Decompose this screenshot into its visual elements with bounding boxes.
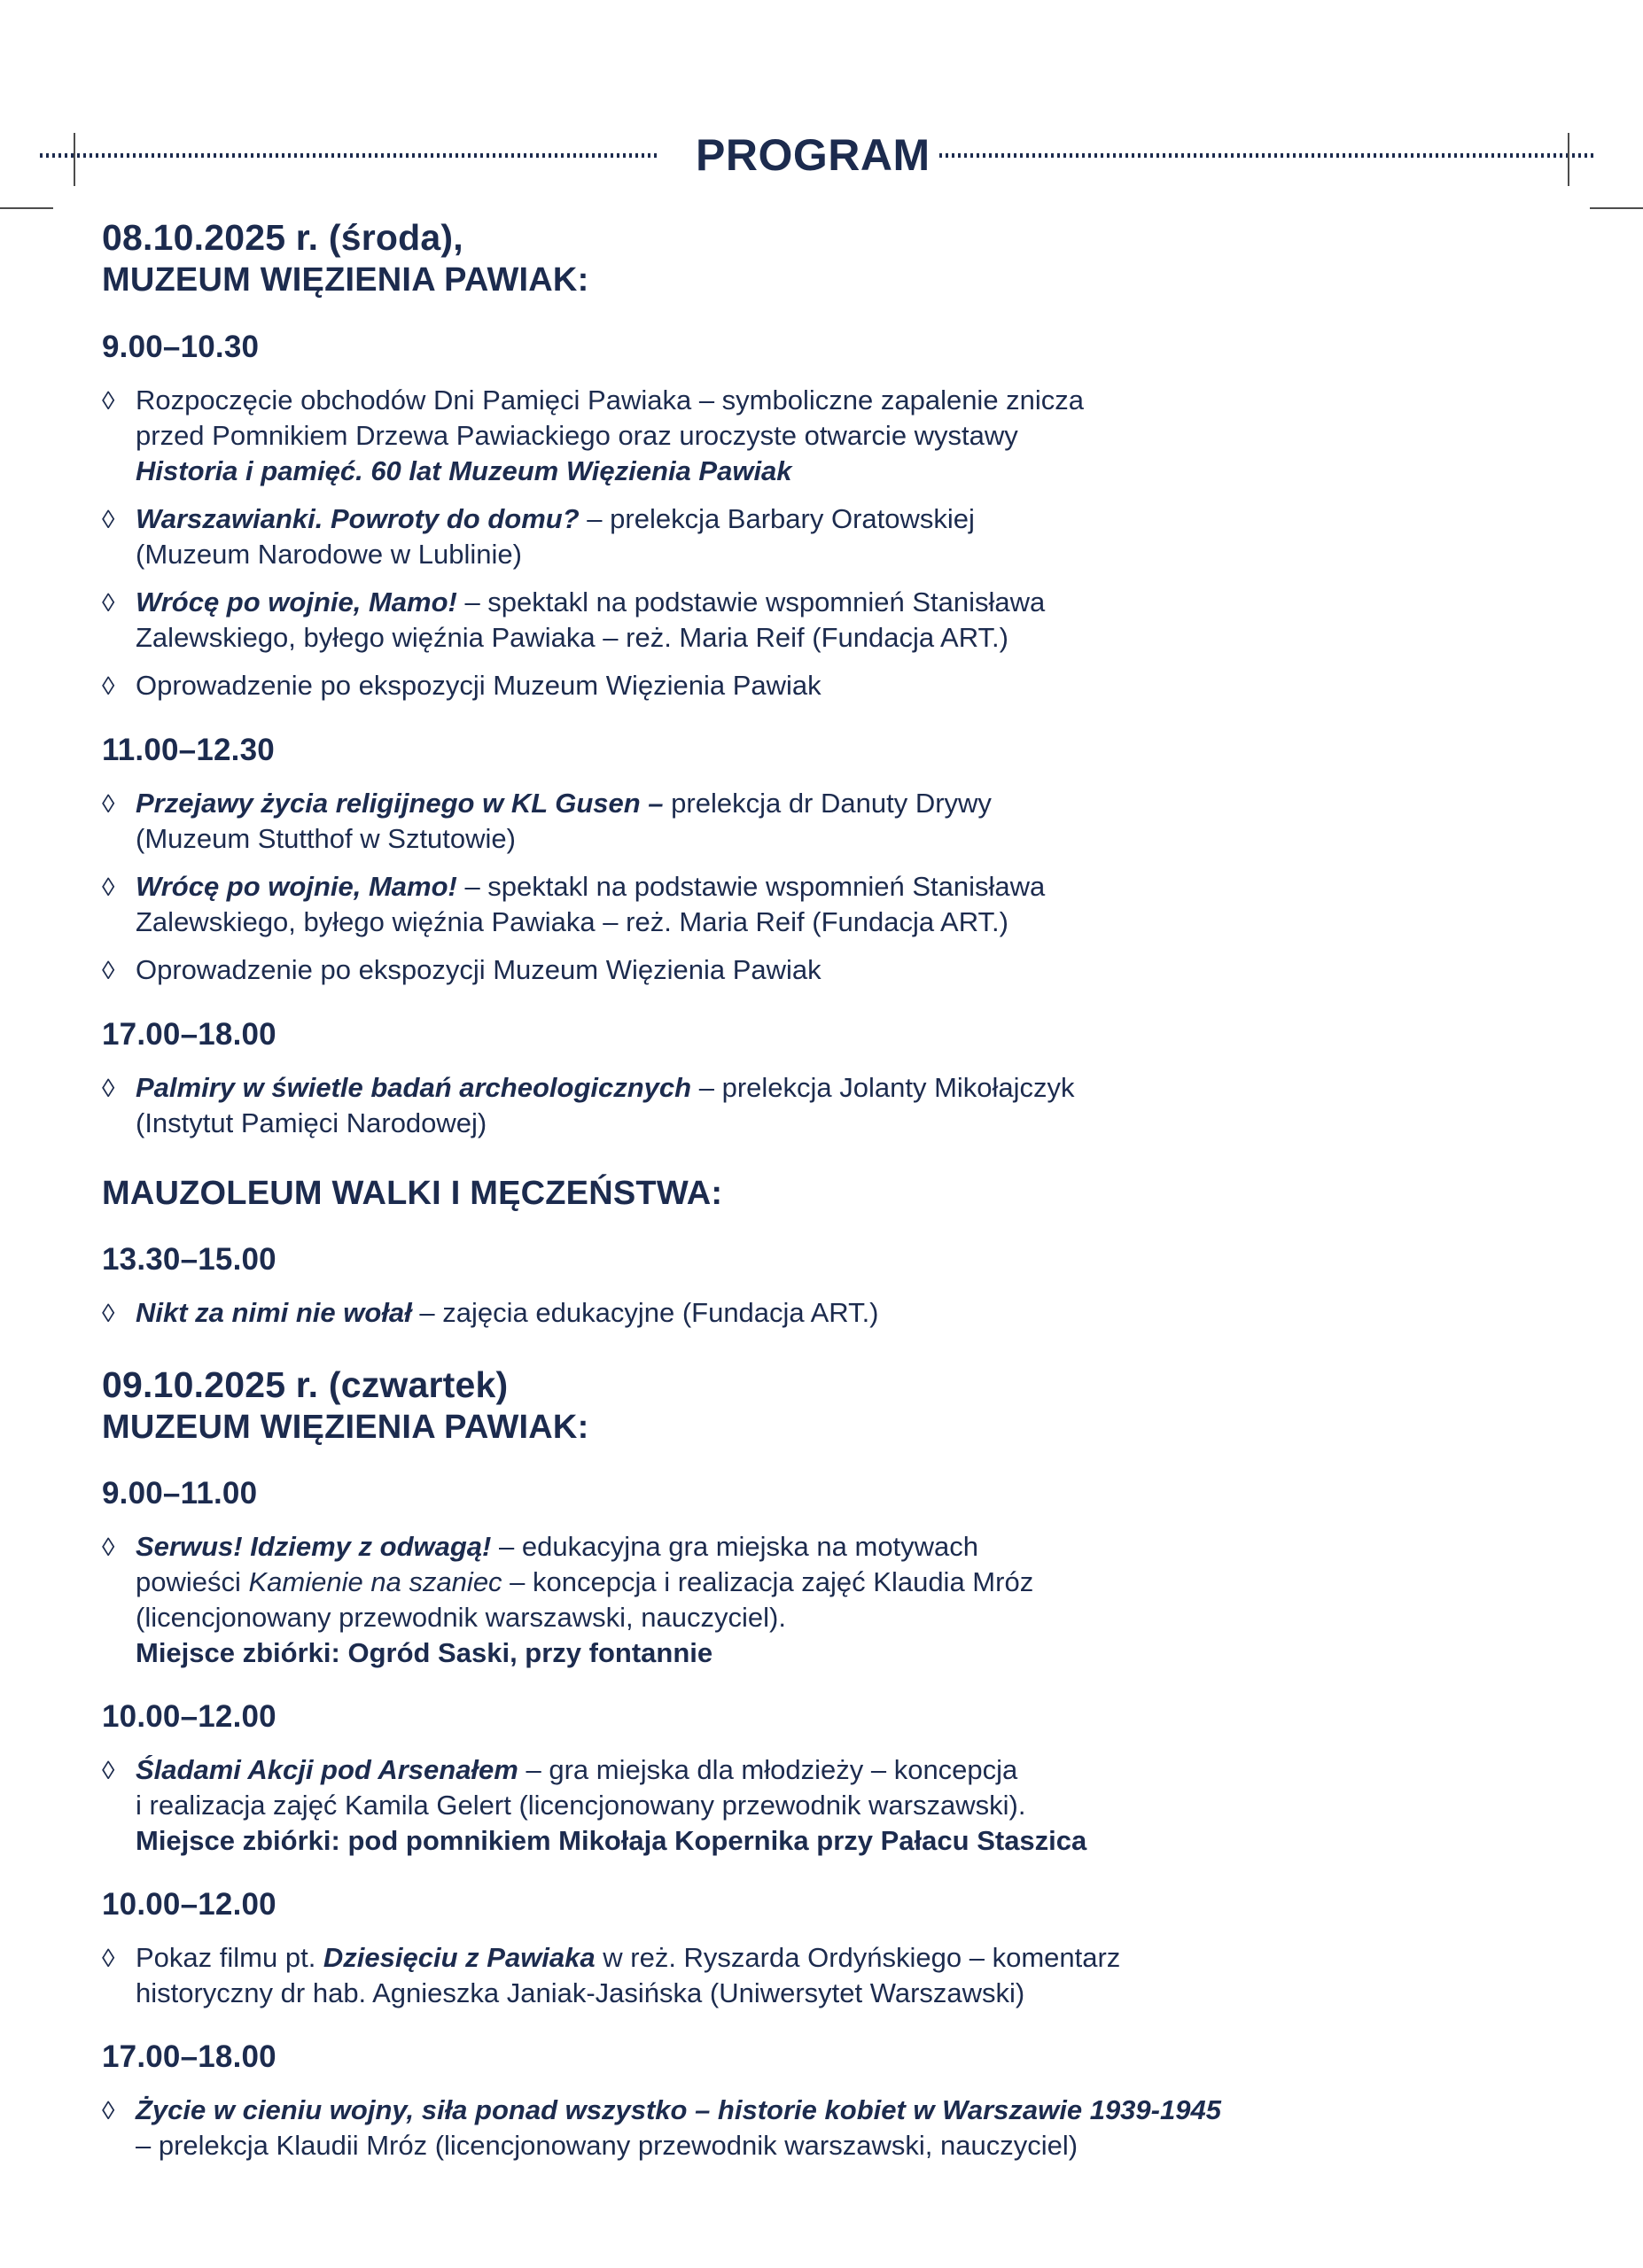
text-segment: Nikt za nimi nie wołał	[136, 1296, 412, 1328]
text-segment: Miejsce zbiórki: pod pomnikiem Mikołaja Kopernika przy Pałacu Staszica	[136, 1825, 1087, 1857]
item-lines	[136, 786, 1608, 857]
text-segment: Warszawianki. Powroty do domu?	[136, 502, 580, 534]
crop-mark-top-right-vertical	[1568, 133, 1569, 186]
diamond-bullet-icon: ◊	[102, 672, 115, 701]
item-line	[136, 1600, 1608, 1635]
text-segment: Kamienie na szaniec	[248, 1566, 502, 1598]
text-segment: historyczny dr hab. Agnieszka Janiak-Jasińska (Uniwersytet Warszawski)	[136, 1977, 1025, 2009]
time-heading: 17.00–18.00	[102, 2039, 276, 2075]
diamond-bullet-icon: ◊	[102, 873, 115, 902]
text-segment: przed Pomnikiem Drzewa Pawiackiego oraz uroczyste otwarcie wystawy	[136, 419, 1018, 451]
item-lines	[136, 1295, 1608, 1331]
schedule-group	[102, 1363, 1608, 2164]
text-segment: w reż. Ryszarda Ordyńskiego – komentarz	[595, 1942, 1121, 1974]
text-segment: – edukacyjna gra miejska na motywach	[491, 1531, 979, 1563]
diamond-bullet-icon: ◊	[102, 1534, 115, 1563]
item-line	[136, 1070, 1608, 1106]
title-dotted-line-left	[40, 153, 658, 158]
event-item	[102, 1295, 1608, 1332]
time-heading: 11.00–12.30	[102, 732, 275, 767]
venue-heading: MUZEUM WIĘZIENIA PAWIAK:	[102, 1409, 589, 1447]
event-item	[102, 1752, 1608, 1859]
diamond-bullet-icon: ◊	[102, 588, 115, 617]
crop-mark-top-left-vertical	[74, 133, 75, 186]
item-line	[136, 501, 1608, 537]
event-item	[102, 383, 1608, 489]
diamond-bullet-icon: ◊	[102, 789, 115, 819]
item-lines	[136, 501, 1608, 572]
page-title: PROGRAM	[696, 130, 931, 180]
text-segment: Rozpoczęcie obchodów Dni Pamięci Pawiaka – symboliczne zapalenie znicza	[136, 384, 1085, 416]
text-segment: – spektakl na podstawie wspomnień Stanisława	[456, 586, 1046, 617]
text-segment: Miejsce zbiórki: Ogród Saski, przy fontannie	[136, 1637, 713, 1669]
diamond-bullet-icon: ◊	[102, 505, 115, 534]
item-lines	[136, 1070, 1608, 1141]
item-line	[136, 620, 1608, 656]
event-item	[102, 501, 1608, 572]
text-segment: – zajęcia edukacyjne (Fundacja ART.)	[411, 1296, 879, 1328]
event-item	[102, 2093, 1608, 2163]
text-segment: Zalewskiego, byłego więźnia Pawiaka – reż. Maria Reif (Fundacja ART.)	[136, 621, 1008, 653]
text-segment: (licencjonowany przewodnik warszawski, nauczyciel).	[136, 1602, 786, 1634]
event-item	[102, 1940, 1608, 2011]
date-heading: 08.10.2025 r. (środa),	[102, 217, 463, 258]
item-lines	[136, 1940, 1608, 2011]
item-lines	[136, 1529, 1608, 1671]
diamond-bullet-icon: ◊	[102, 1074, 115, 1103]
text-segment: (Instytut Pamięci Narodowej)	[136, 1107, 487, 1138]
item-line	[136, 668, 1608, 703]
time-heading: 9.00–10.30	[102, 329, 260, 364]
diamond-bullet-icon: ◊	[102, 956, 115, 985]
item-line	[136, 1823, 1608, 1859]
item-lines	[136, 383, 1608, 489]
text-segment: prelekcja dr Danuty Drywy	[663, 787, 992, 819]
text-segment: i realizacja zajęć Kamila Gelert (licencjonowany przewodnik warszawski).	[136, 1790, 1026, 1821]
diamond-bullet-icon: ◊	[102, 386, 115, 416]
title-dotted-line-right	[939, 153, 1595, 158]
text-segment: Historia i pamięć. 60 lat Muzeum Więzienia Pawiak	[136, 454, 792, 486]
schedule-group	[102, 1173, 1608, 1332]
time-heading: 9.00–11.00	[102, 1476, 258, 1511]
schedule-group	[102, 216, 1608, 1141]
item-lines	[136, 2093, 1608, 2163]
text-segment: Dziesięciu z Pawiaka	[323, 1942, 596, 1974]
text-segment: Pokaz filmu pt.	[136, 1942, 323, 1974]
diamond-bullet-icon: ◊	[102, 1299, 115, 1328]
title-row	[40, 130, 1595, 180]
event-item	[102, 952, 1608, 989]
text-segment: Przejawy życia religijnego w KL Gusen –	[136, 787, 664, 819]
venue-heading: MUZEUM WIĘZIENIA PAWIAK:	[102, 261, 589, 299]
item-line	[136, 2128, 1608, 2163]
item-line	[136, 1565, 1608, 1600]
text-segment: Wrócę po wojnie, Mamo!	[136, 586, 457, 617]
text-segment: powieści	[136, 1566, 249, 1598]
item-lines	[136, 585, 1608, 656]
text-segment: Oprowadzenie po ekspozycji Muzeum Więzienia Pawiak	[136, 953, 822, 985]
item-line	[136, 2093, 1608, 2128]
text-segment: Życie w cieniu wojny, siła ponad wszystko – historie kobiet w Warszawie 1939-1945	[136, 2094, 1221, 2126]
text-segment: – gra miejska dla młodzieży – koncepcja	[518, 1754, 1018, 1786]
venue-heading: MAUZOLEUM WALKI I MĘCZEŃSTWA:	[102, 1174, 723, 1212]
item-line	[136, 1940, 1608, 1976]
text-segment: Palmiry w świetle badań archeologicznych	[136, 1071, 692, 1103]
event-item	[102, 1529, 1608, 1671]
item-lines	[136, 869, 1608, 940]
text-segment: (Muzeum Narodowe w Lublinie)	[136, 538, 522, 570]
text-segment: Serwus! Idziemy z odwagą!	[136, 1531, 492, 1563]
item-line	[136, 454, 1608, 489]
text-segment: Wrócę po wojnie, Mamo!	[136, 870, 457, 902]
item-line	[136, 585, 1608, 620]
program-content	[102, 216, 1608, 2163]
event-item	[102, 1070, 1608, 1141]
item-line	[136, 383, 1608, 418]
item-line	[136, 1529, 1608, 1565]
item-line	[136, 418, 1608, 454]
item-line	[136, 1788, 1608, 1823]
item-line	[136, 821, 1608, 857]
event-item	[102, 585, 1608, 656]
text-segment: Zalewskiego, byłego więźnia Pawiaka – reż. Maria Reif (Fundacja ART.)	[136, 905, 1008, 937]
diamond-bullet-icon: ◊	[102, 1945, 115, 1974]
item-line	[136, 1635, 1608, 1671]
event-item	[102, 869, 1608, 940]
text-segment: Oprowadzenie po ekspozycji Muzeum Więzienia Pawiak	[136, 669, 822, 701]
text-segment: – prelekcja Klaudii Mróz (licencjonowany przewodnik warszawski, nauczyciel)	[136, 2130, 1078, 2162]
item-line	[136, 786, 1608, 821]
item-line	[136, 537, 1608, 572]
item-line	[136, 869, 1608, 905]
text-segment: Śladami Akcji pod Arsenałem	[136, 1754, 518, 1786]
time-heading: 17.00–18.00	[102, 1016, 276, 1052]
diamond-bullet-icon: ◊	[102, 1757, 115, 1786]
item-lines	[136, 1752, 1608, 1859]
item-line	[136, 1752, 1608, 1788]
time-heading: 13.30–15.00	[102, 1241, 276, 1277]
event-item	[102, 786, 1608, 857]
item-lines	[136, 952, 1608, 988]
item-line	[136, 905, 1608, 940]
item-lines	[136, 668, 1608, 703]
crop-mark-top-left-horizontal	[0, 207, 53, 209]
item-line	[136, 952, 1608, 988]
date-heading: 09.10.2025 r. (czwartek)	[102, 1363, 509, 1405]
time-heading: 10.00–12.00	[102, 1887, 276, 1922]
item-line	[136, 1976, 1608, 2011]
text-segment: – prelekcja Jolanty Mikołajczyk	[691, 1071, 1075, 1103]
event-item	[102, 668, 1608, 704]
text-segment: (Muzeum Stutthof w Sztutowie)	[136, 822, 516, 854]
program-page	[0, 130, 1643, 2268]
time-heading: 10.00–12.00	[102, 1699, 276, 1735]
crop-mark-top-right-horizontal	[1590, 207, 1643, 209]
diamond-bullet-icon: ◊	[102, 2097, 115, 2126]
item-line	[136, 1295, 1608, 1331]
text-segment: – koncepcja i realizacja zajęć Klaudia Mróz	[502, 1566, 1034, 1598]
text-segment: – spektakl na podstawie wspomnień Stanisława	[456, 870, 1046, 902]
item-line	[136, 1106, 1608, 1141]
text-segment: – prelekcja Barbary Oratowskiej	[579, 502, 975, 534]
